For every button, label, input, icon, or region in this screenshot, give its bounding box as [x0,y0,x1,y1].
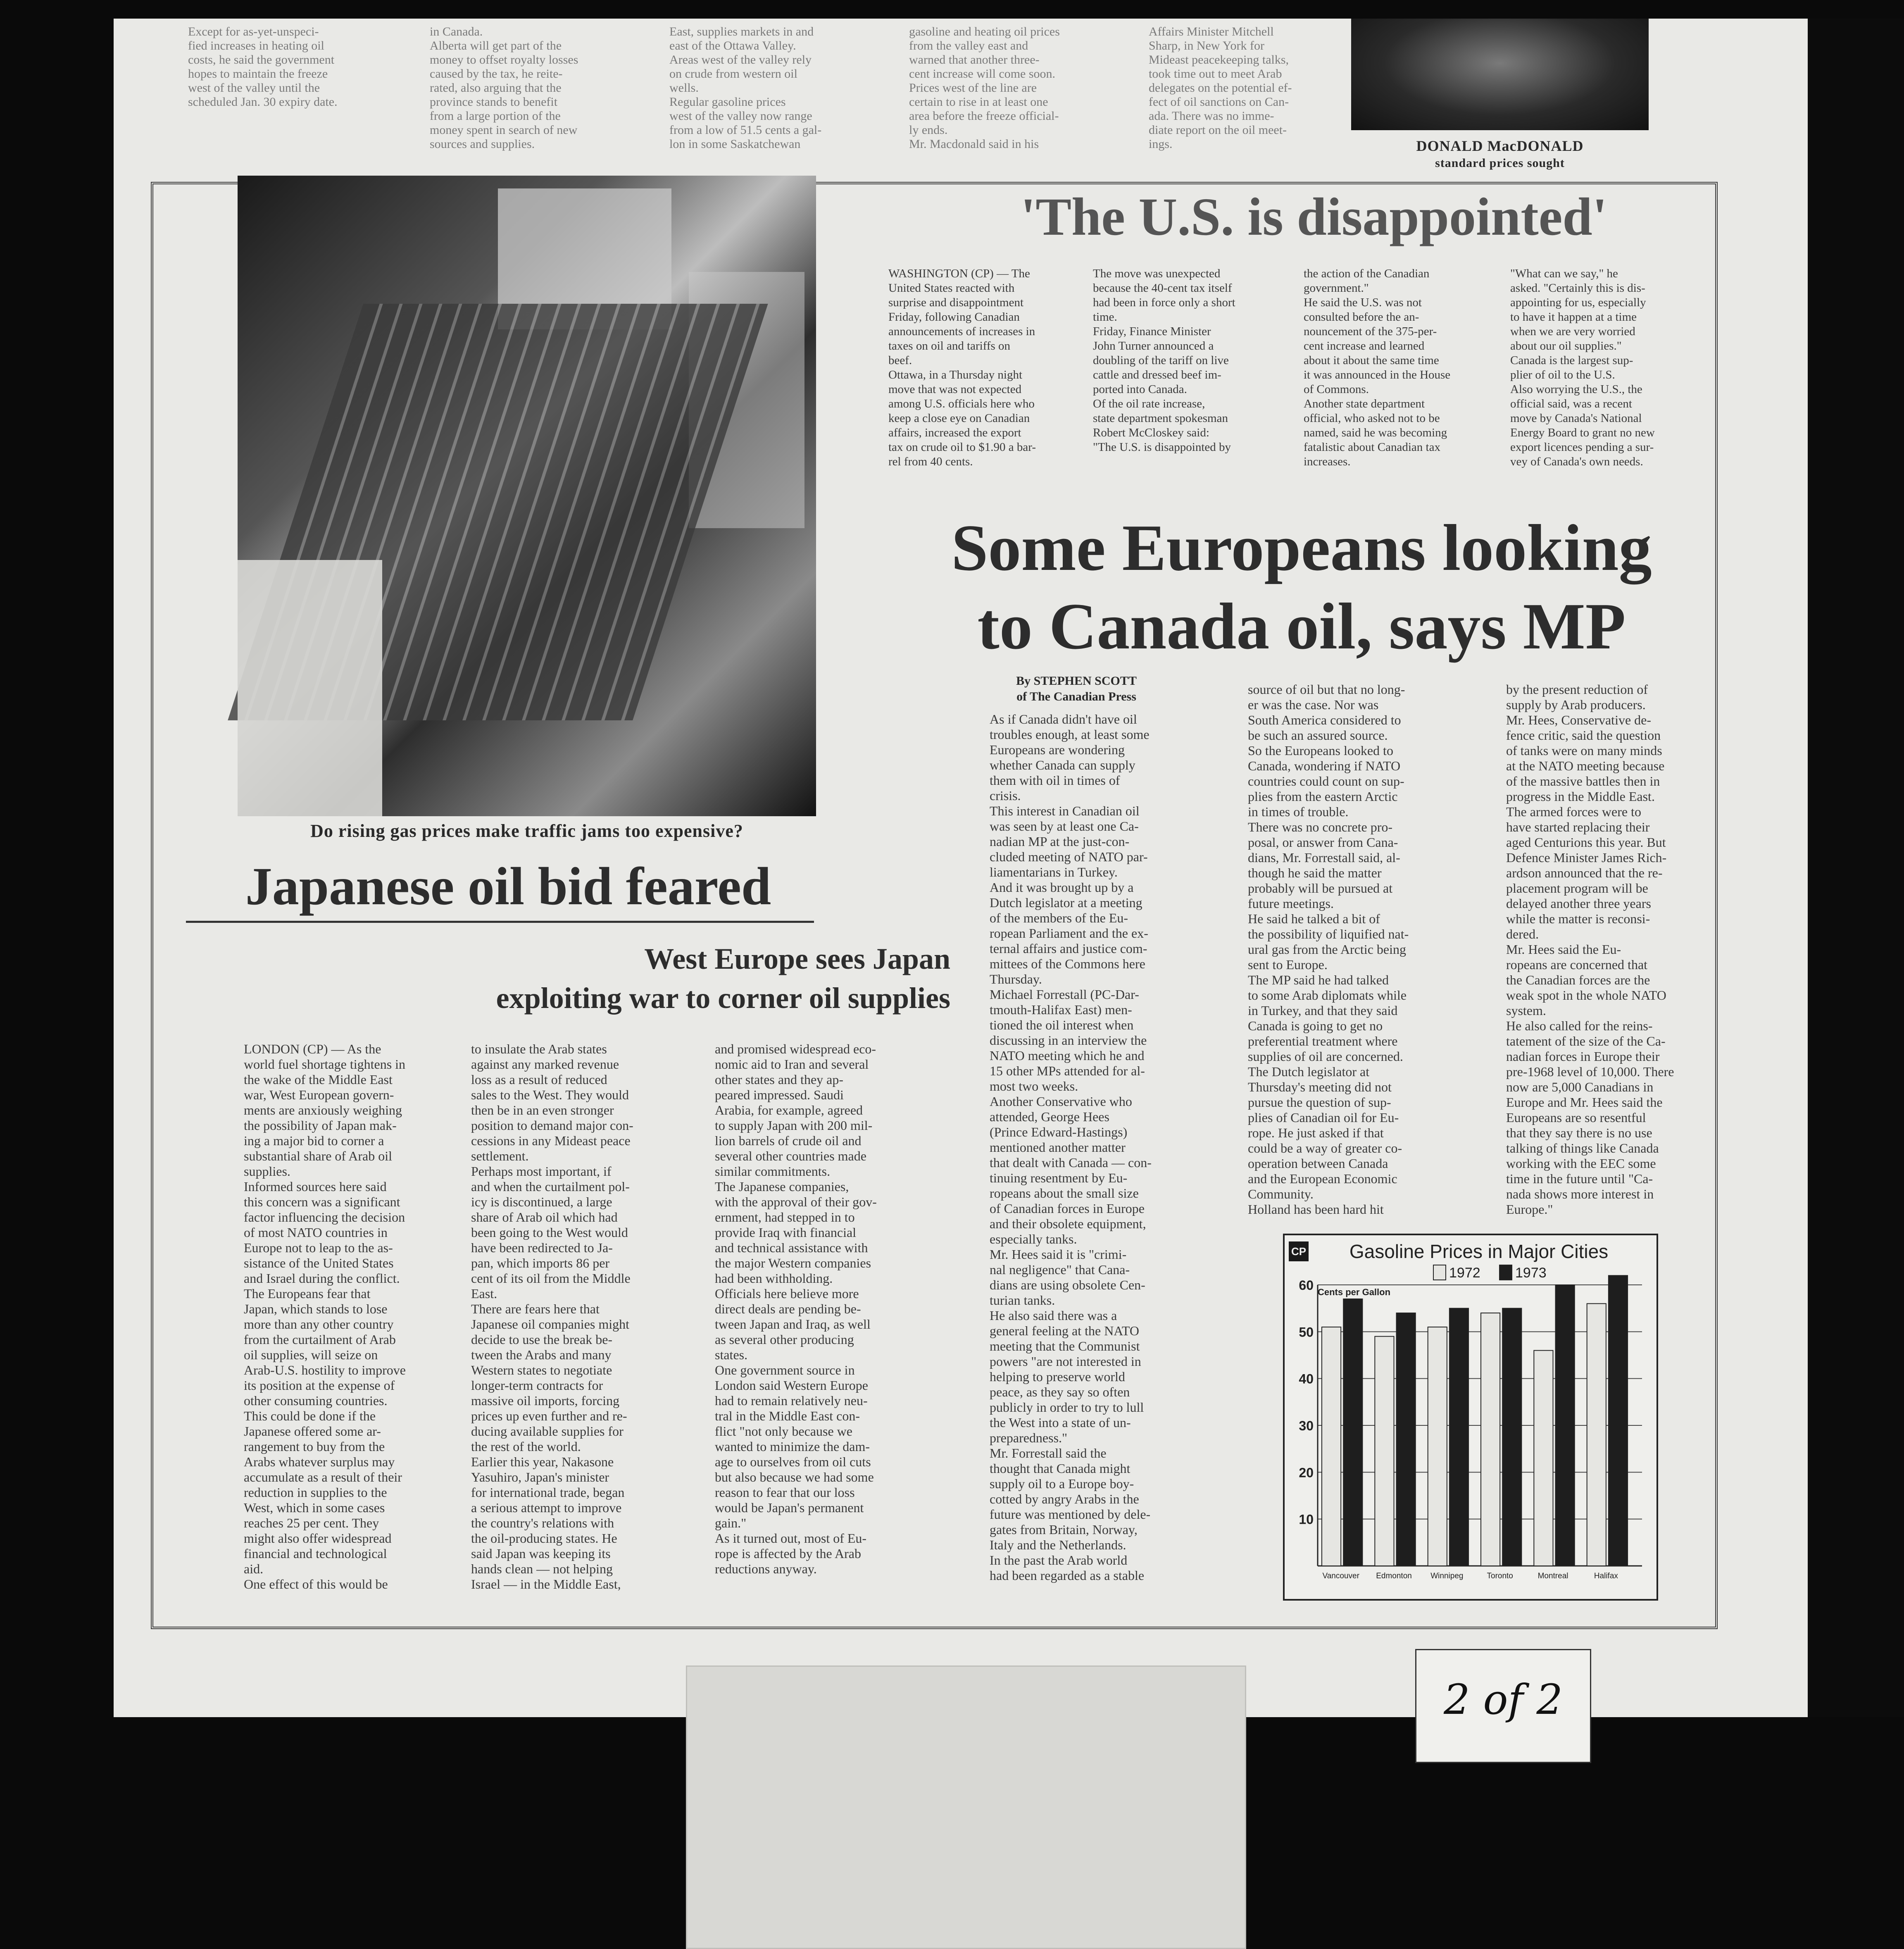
legend-swatch-1972 [1433,1265,1446,1280]
portrait-caption-name: DONALD MacDONALD [1416,138,1584,154]
legend-swatch-1973 [1499,1265,1512,1280]
europe-col-1: As if Canada didn't have oil troubles enough, at least some Europeans are wondering whether Canada can supply them with oil in times of crisis. This interest in Canadian oil was seen by at least one Ca- nadian MP at the just-con- cluded meeting of NATO par- liamentarians in Turkey. And it was brought up by a Dutch legislator at a meeting of the members of the Eu- ropean Parliament and the ex- ternal affairs and justice com- mittees of the Commons here Thursday. Michael Forrestall (PC-Dar- tmouth-Halifax East) men- tioned the oil interest when discussing in an interview the NATO meeting which he and 15 other MPs attended for al- most two weeks. Another Conservative who attended, George Hees (Prince Edward-Hastings) mentioned another matter that dealt with Canada — con- tinuing resentment by Eu- ropeans about the small size of Canadian forces in Europe and their obsolete equipment, especially tanks. Mr. Hees said it is "crimi- nal negligence" that Cana- dians are using obsolete Cen- turian tanks. He also said there was a general feeling at the NATO meeting that the Communist powers "are not interested in helping to preserve world peace, as they say so often publicly in order to try to lull the West into a state of un- preparedness." Mr. Forrestall said the thought that Canada might supply oil to a Europe boy- cotted by angry Arabs in the future was mentioned by dele- gates from Britain, Norway, Italy and the Netherlands. In the past the Arab world had been regarded as a stable [990,712,1152,1583]
x-tick-montreal: Montreal [1537,1572,1568,1580]
chart-svg [1285,1235,1656,1599]
legend-label-1973: 1973 [1515,1265,1547,1281]
europe-col-3: by the present reduction of supply by Arab producers. Mr. Hees, Conservative de- fence critic, said the question of tanks were on many minds at the NATO meeting because of the massive battles then in progress in the Middle East. The armed forces were to have started replacing their aged Centurions this year. But Defence Minister James Rich- ardson announced that the re- placement program will be delayed another three years while the matter is reconsi- dered. Mr. Hees said the Eu- ropeans are concerned that the Canadian forces are the weak spot in the whole NATO system. He also called for the reins- tatement of the size of the Ca- nadian forces in Europe their pre-1968 level of 10,000. There now are 5,000 Canadians in Europe and Mr. Hees said the Europeans are so resentful that they say there is no use talking of things like Canada working with the EEC some time in the future until "Ca- nada shows more interest in Europe." [1506,682,1674,1217]
portrait-caption-sub: standard prices sought [1435,156,1565,170]
gasoline-price-chart [1283,1234,1658,1601]
building-shape [238,560,382,816]
x-tick-edmonton: Edmonton [1376,1572,1412,1580]
bar-vancouver-1973 [1343,1299,1362,1566]
y-axis-label: Cents per Gallon [1318,1287,1391,1297]
byline-author: By STEPHEN SCOTT [1016,674,1137,688]
traffic-photo [238,176,816,816]
legend-label-1972: 1972 [1449,1265,1480,1281]
japan-subhead-2: exploiting war to corner oil supplies [496,982,950,1015]
bar-vancouver-1972 [1322,1327,1341,1566]
dark-margin [1808,19,1904,1717]
chart-title: Gasoline Prices in Major Cities [1349,1241,1609,1262]
bar-edmonton-1973 [1397,1313,1416,1566]
x-tick-winnipeg: Winnipeg [1430,1572,1464,1580]
top-col-1: Except for as-yet-unspeci- fied increases in heating oil costs, he said the government hopes to maintain the freeze west of the valley until the scheduled Jan. 30 expiry date. [188,25,338,109]
bar-toronto-1972 [1481,1313,1500,1566]
us-headline: 'The U.S. is disappointed' [1021,187,1607,247]
top-col-4: gasoline and heating oil prices from the valley east and warned that another three- cent increase will come soon. Prices west of the line are certain to rise in at least one area before the freeze official- ly ends. Mr. Macdonald said in his [909,25,1060,151]
us-col-3: the action of the Canadian government." He said the U.S. was not consulted before the an- nouncement of the 375-per- cent increase and learned about it about the same time it was announced in the House of Commons. Another state department official, who asked not to be named, said he was becoming fatalistic about Canadian tax increases. [1304,267,1451,468]
portrait-photo [1351,19,1649,130]
bar-edmonton-1972 [1375,1337,1394,1566]
x-tick-vancouver: Vancouver [1322,1572,1359,1580]
bar-halifax-1973 [1609,1275,1628,1566]
bar-montreal-1973 [1556,1285,1575,1566]
japan-col-3: and promised widespread eco- nomic aid to Iran and several other states and they ap- peared impressed. Saudi Arabia, for example, agreed to supply Japan with 200 mil- lion barrels of crude oil and several other countries made similar commitments. The Japanese companies, with the approval of their gov- ernment, had stepped in to provide Iraq with financial and technical assistance with the major Western companies had been withholding. Officials here believe more direct deals are pending be- tween Japan and Iraq, as well as several other producing states. One government source in London said Western Europe had to remain relatively neu- tral in the Middle East con- flict "not only because we wanted to minimize the dam- age to ourselves from oil cuts but also because we had some reason to fear that our loss would be Japan's permanent gain." As it turned out, most of Eu- rope is affected by the Arab reductions anyway. [715,1041,877,1576]
bar-halifax-1972 [1587,1303,1606,1566]
photo-caption: Do rising gas prices make traffic jams too expensive? [310,821,743,841]
top-col-3: East, supplies markets in and east of the Ottawa Valley. Areas west of the valley rely on crude from western oil wells. Regular gasoline prices west of the valley now range from a low of 51.5 cents a gal- lon in some Saskatchewan [669,25,822,151]
top-col-2: in Canada. Alberta will get part of the money to offset royalty losses caused by the tax, he reite- rated, also arguing that the province stands to benefit from a large portion of the money spent in search of new sources and supplies. [430,25,578,151]
handwritten-page-number: 2 of 2 [1443,1675,1563,1724]
us-col-2: The move was unexpected because the 40-cent tax itself had been in force only a short time. Friday, Finance Minister John Turner announced a doubling of the tariff on live cattle and dressed beef im- ported into Canada. Of the oil rate increase, state department spokesman Robert McCloskey said: "The U.S. is disappointed by [1093,267,1235,454]
y-tick-10: 10 [1299,1512,1314,1527]
bar-winnipeg-1972 [1428,1327,1447,1566]
europe-col-2: source of oil but that no long- er was the case. Nor was South America considered to be such an assured source. So the Europeans looked to Canada, wondering if NATO countries could count on sup- plies from the eastern Arctic in times of trouble. There was no concrete pro- posal, or answer from Cana- dians, Mr. Forrestall said, al- though he said the matter probably will be pursued at future meetings. He said he talked a bit of the possibility of liquified nat- ural gas from the Arctic being sent to Europe. The MP said he had talked to some Arab diplomats while in Turkey, and that they said Canada is going to get no preferential treatment where supplies of oil are concerned. The Dutch legislator at Thursday's meeting did not pursue the question of sup- plies of Canadian oil for Eu- rope. He just asked if that could be a way of greater co- operation between Canada and the European Economic Community. Holland has been hard hit [1248,682,1409,1217]
bar-montreal-1972 [1534,1351,1553,1566]
byline-agency: of The Canadian Press [1016,690,1136,703]
us-col-1: WASHINGTON (CP) — The United States reacted with surprise and disappointment Friday, following Canadian announcements of increases in taxes on oil and tariffs on beef. Ottawa, in a Thursday night move that was not expected among U.S. officials here who keep a close eye on Canadian affairs, increased the export tax on crude oil to $1.90 a bar- rel from 40 cents. [888,267,1036,468]
x-tick-halifax: Halifax [1594,1572,1618,1580]
note-card [1415,1649,1591,1763]
y-tick-20: 20 [1299,1465,1314,1480]
us-col-4: "What can we say," he asked. "Certainly this is dis- appointing for us, especially to have it happen at a time when we are very worried about our oil supplies." Canada is the largest sup- plier of oil to the U.S. Also worrying the U.S., the official said, was a recent move by Canada's National Energy Board to grant no new export licences pending a sur- vey of Canada's own needs. [1510,267,1655,468]
europe-headline-1: Some Europeans looking [951,511,1652,584]
top-col-5: Affairs Minister Mitchell Sharp, in New York for Mideast peacekeeping talks, took time out to meet Arab delegates on the potential ef- fect of oil sanctions on Can- ada. There was no imme- diate report on the oil meet- ings. [1149,25,1292,151]
y-tick-40: 40 [1299,1371,1314,1387]
japan-subhead-1: West Europe sees Japan [644,942,950,975]
japan-headline: Japanese oil bid feared [245,857,771,916]
y-tick-50: 50 [1299,1325,1314,1340]
y-tick-60: 60 [1299,1278,1314,1293]
headline-underline [186,921,814,923]
japan-col-2: to insulate the Arab states against any marked revenue loss as a result of reduced sales to the West. They would then be in an even stronger position to demand major con- cessions in any Mideast peace settlement. Perhaps most important, if and when the curtailment pol- icy is discontinued, a large share of Arab oil which had been going to the West would have been redirected to Ja- pan, which imports 86 per cent of its oil from the Middle East. There are fears here that Japanese oil companies might decide to use the break be- tween the Arabs and many Western states to negotiate longer-term contracts for massive oil imports, forcing prices up even further and re- ducing available supplies for the rest of the world. Earlier this year, Nakasone Yasuhiro, Japan's minister for international trade, began a serious attempt to improve the country's relations with the oil-producing states. He said Japan was keeping its hands clean — not helping Israel — in the Middle East, [471,1041,633,1592]
japan-col-1: LONDON (CP) — As the world fuel shortage tightens in the wake of the Middle East war, West European govern- ments are anxiously weighing the possibility of Japan mak- ing a major bid to corner a substantial share of Arab oil supplies. Informed sources here said this concern was a significant factor influencing the decision of most NATO countries in Europe not to leap to the as- sistance of the United States and Israel during the conflict. The Europeans fear that Japan, which stands to lose more than any other country from the curtailment of Arab oil supplies, will seize on Arab-U.S. hostility to improve its position at the expense of other consuming countries. This could be done if the Japanese offered some ar- rangement to buy from the Arabs whatever surplus may accumulate as a result of their reduction in supplies to the West, which in some cases reaches 25 per cent. They might also offer widespread financial and technological aid. One effect of this would be [244,1041,406,1592]
cp-logo-text: CP [1291,1245,1307,1258]
x-tick-toronto: Toronto [1487,1572,1513,1580]
bar-winnipeg-1973 [1449,1308,1468,1566]
envelope [686,1665,1246,1949]
bar-toronto-1973 [1502,1308,1521,1566]
europe-headline-2: to Canada oil, says MP [977,589,1626,663]
y-tick-30: 30 [1299,1418,1314,1433]
